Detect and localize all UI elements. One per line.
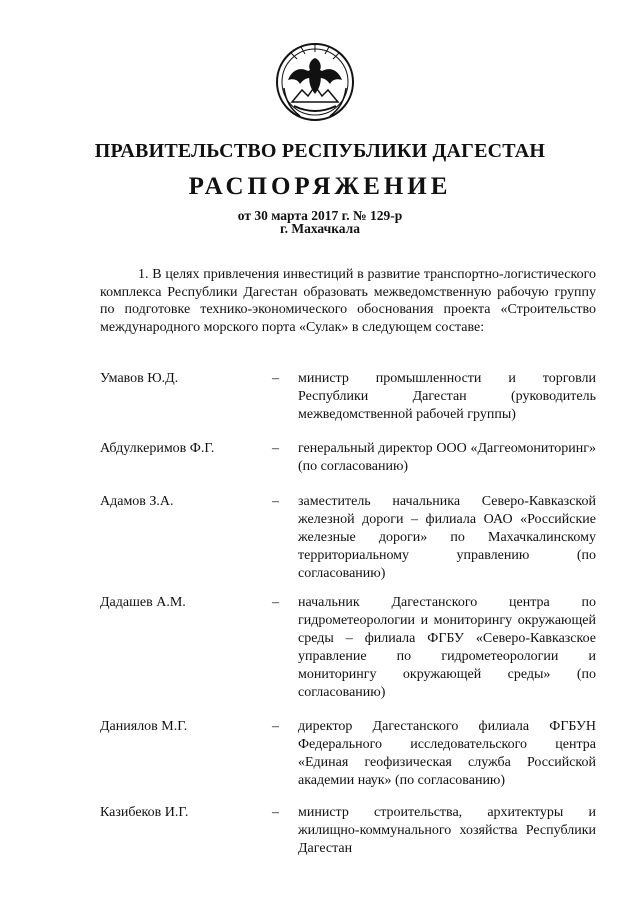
paragraph-text: В целях привлечения инвестиций в развитие транспортно-логистического комплекса Республики Дагестан образовать межведомственную рабочую группу по подготовке технико-экономического обоснования проекта «Строительство международного морского порта «Сулак» в следующем составе: bbox=[100, 267, 597, 335]
coat-of-arms-icon bbox=[270, 36, 360, 126]
member-role: генеральный директор ООО «Даггеомониторинг» (по согласованию) bbox=[298, 441, 596, 474]
document-date: от 30 марта 2017 г. № 129-р bbox=[237, 208, 403, 223]
member-role: начальник Дагестанского центра по гидрометеорологии и мониторингу окружающей среды – филиала ФГБУ «Северо-Кавказское управление по гидрометеорологии и мониторингу окружающей среды» (по согласованию) bbox=[298, 595, 596, 700]
member-role: заместитель начальника Северо-Кавказской железной дороги – филиала ОАО «Российские железные дороги» по Махачкалинскому территориальному управлению (по согласованию) bbox=[298, 494, 596, 581]
member-role: директор Дагестанского филиала ФГБУН Федерального исследовательского центра «Единая геофизическая служба Российской академии наук» (по согласованию) bbox=[298, 719, 596, 788]
member-name: Абдулкеримов Ф.Г. bbox=[100, 441, 215, 456]
member-dash: – bbox=[272, 595, 279, 610]
member-name: Казибеков И.Г. bbox=[100, 805, 189, 820]
member-role: министр промышленности и торговли Республики Дагестан (руководитель межведомственной рабочей группы) bbox=[298, 371, 596, 422]
member-dash: – bbox=[272, 371, 279, 386]
member-dash: – bbox=[272, 805, 279, 820]
member-name: Даниялов М.Г. bbox=[100, 719, 188, 734]
document-type: РАСПОРЯЖЕНИЕ bbox=[188, 173, 452, 200]
member-dash: – bbox=[272, 441, 279, 456]
member-dash: – bbox=[272, 719, 279, 734]
coat-of-arms-emblem bbox=[270, 36, 360, 126]
member-name: Адамов З.А. bbox=[100, 494, 174, 509]
member-dash: – bbox=[272, 494, 279, 509]
paragraph-number: 1. bbox=[138, 267, 149, 282]
government-title: ПРАВИТЕЛЬСТВО РЕСПУБЛИКИ ДАГЕСТАН bbox=[94, 140, 546, 162]
member-role: министр строительства, архитектуры и жилищно-коммунального хозяйства Республики Дагестан bbox=[298, 805, 596, 856]
member-name: Дадашев А.М. bbox=[100, 595, 186, 610]
preamble-paragraph bbox=[100, 266, 596, 336]
document-city: г. Махачкала bbox=[279, 221, 360, 236]
member-name: Умавов Ю.Д. bbox=[100, 371, 179, 386]
